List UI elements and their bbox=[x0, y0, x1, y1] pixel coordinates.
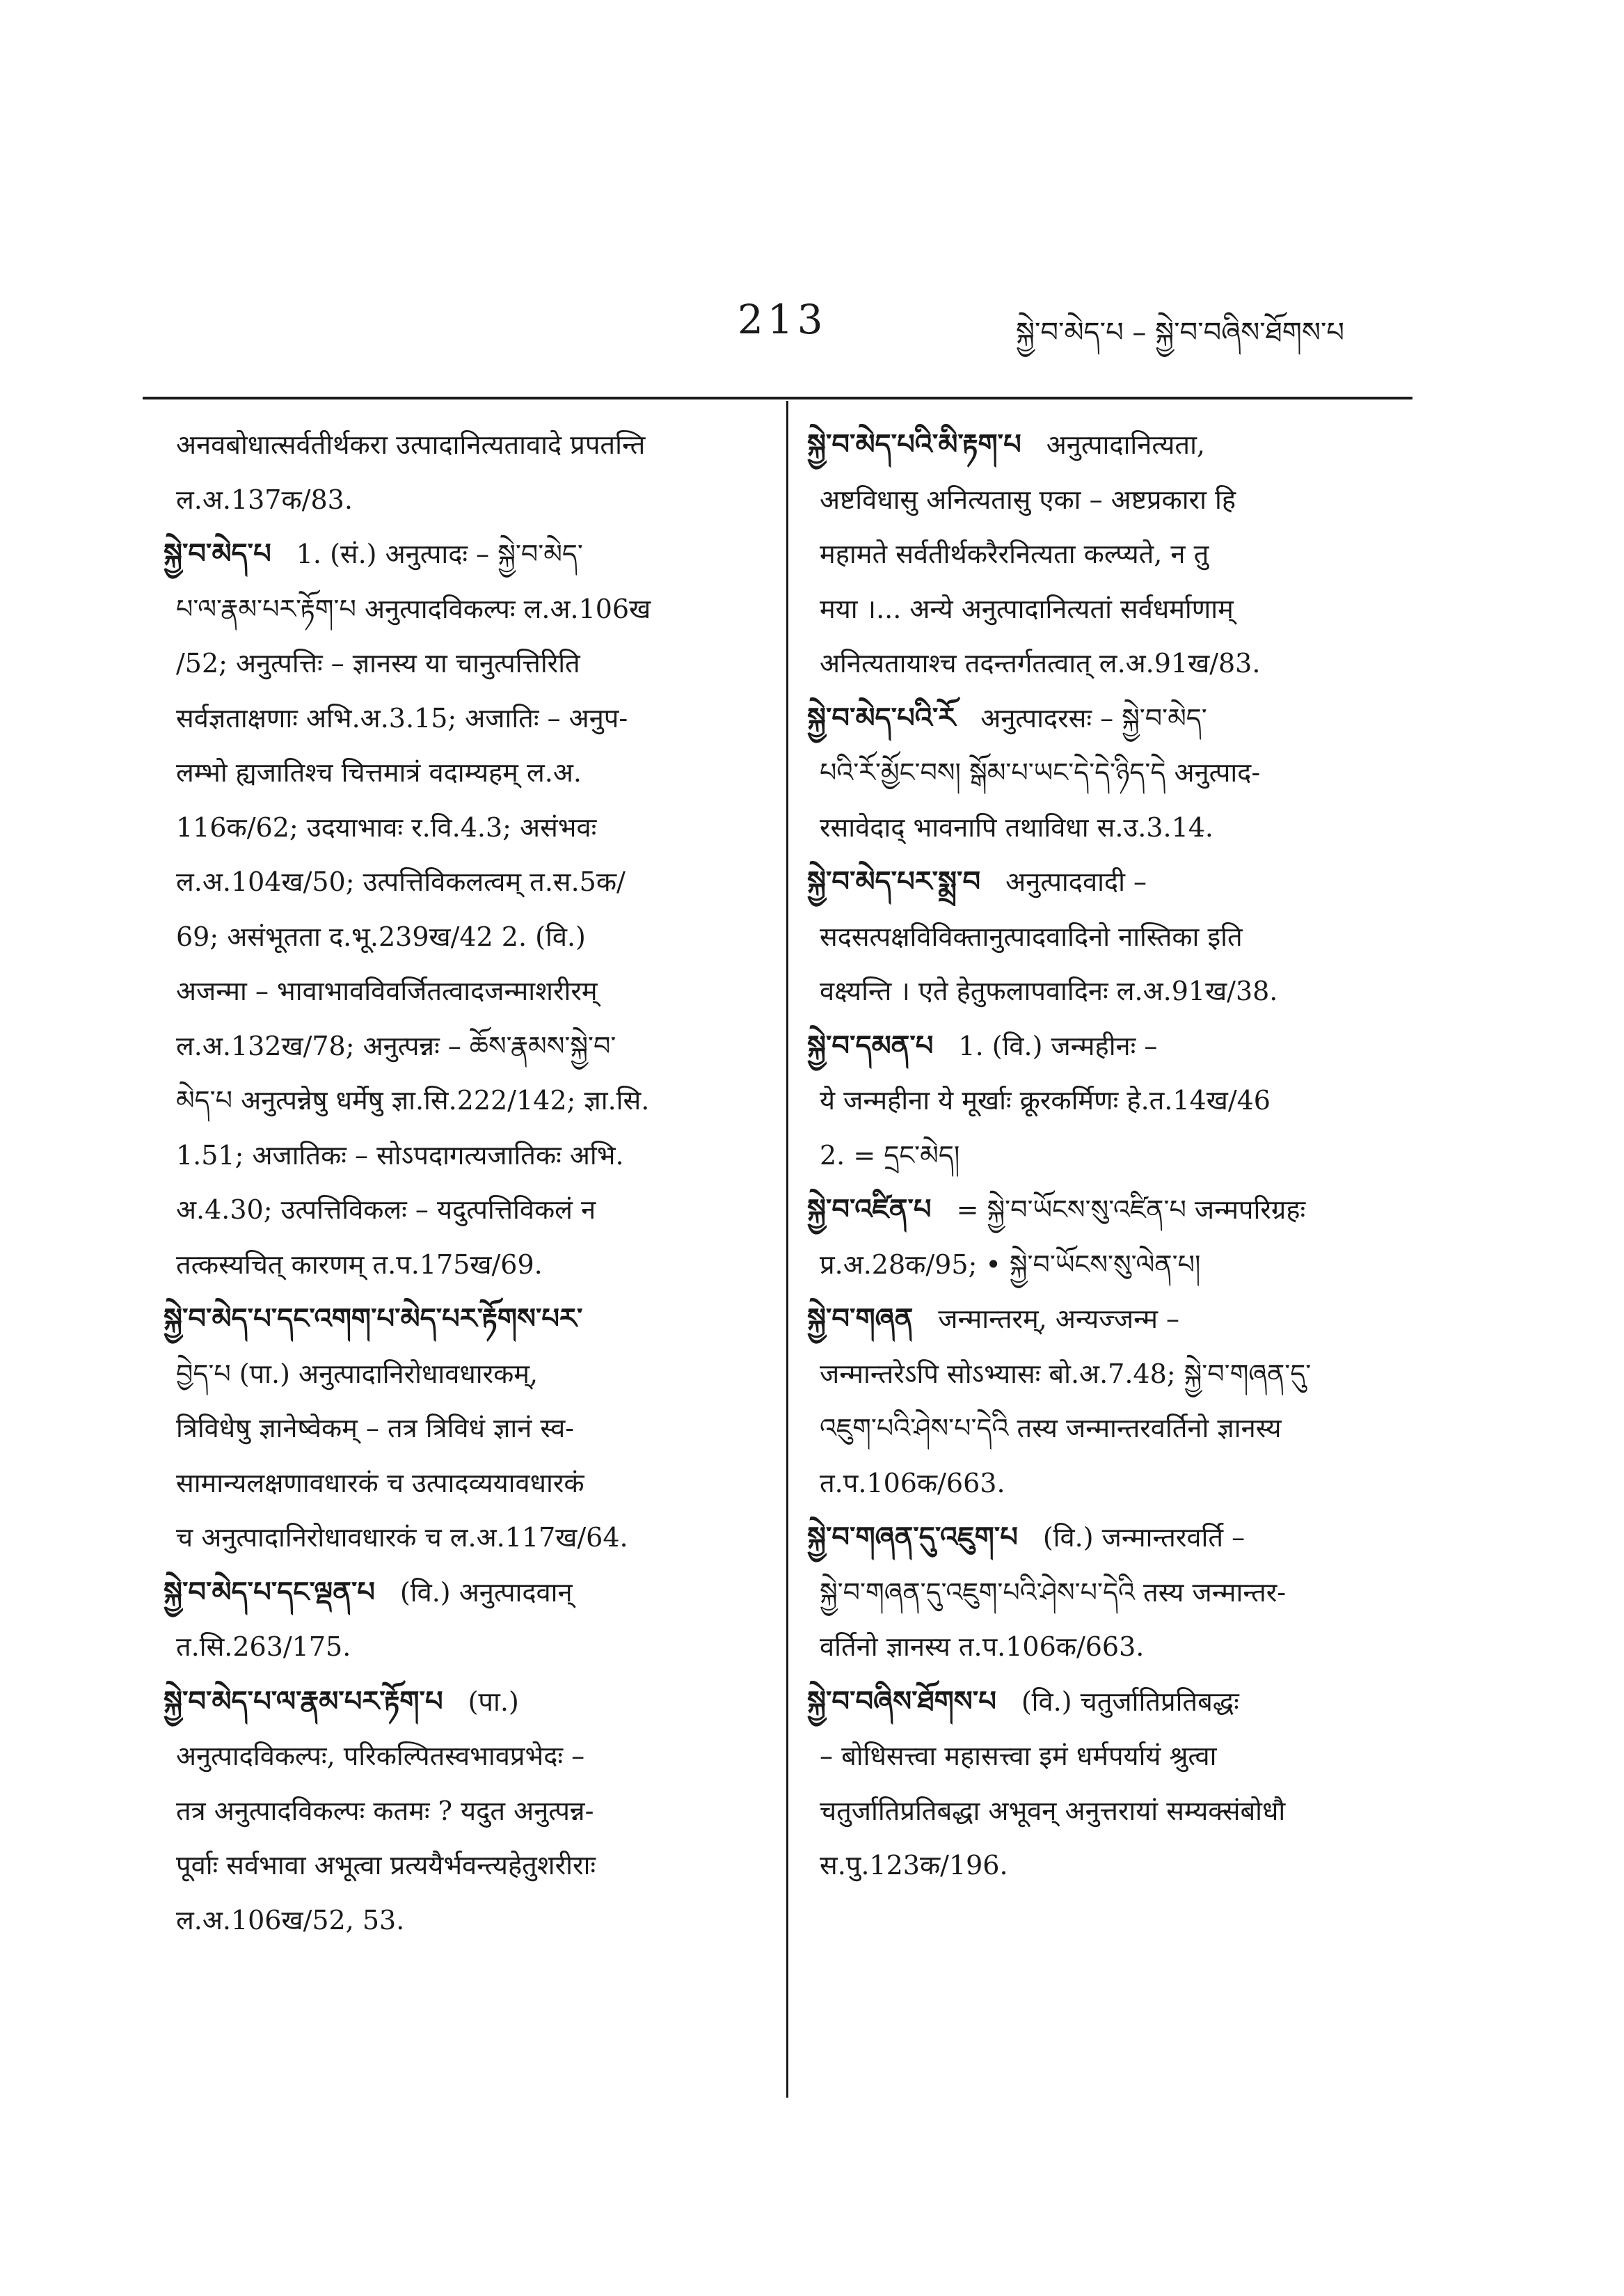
headword: སྐྱེ་བ་འཛིན་པ bbox=[807, 1193, 932, 1226]
entry-text: མེད་པ अनुत्पन्नेषु धर्मेषु ज्ञा.सि.222/142; ज्ञा.सि. bbox=[176, 1085, 650, 1116]
entry-line bbox=[164, 910, 751, 965]
right-column bbox=[807, 418, 1409, 1893]
entry-line bbox=[164, 1073, 751, 1128]
entry-line bbox=[807, 1784, 1409, 1839]
entry-text: वक्ष्यन्ति । एते हेतुफलापवादिनः ल.अ.91ख/38. bbox=[820, 976, 1278, 1006]
headword: སྐྱེ་བ་དམན་པ bbox=[807, 1029, 934, 1062]
entry-text: महामते सर्वतीर्थकरैरनित्यता कल्प्यते, न तु bbox=[820, 539, 1209, 569]
entry-text: प्र.अ.28क/95; • སྐྱེ་བ་ཡོངས་སུ་ལེན་པ། bbox=[820, 1249, 1201, 1280]
entry-text: अनुत्पादवादी – bbox=[1005, 866, 1147, 897]
headword: སྐྱེ་བ་གཞན bbox=[807, 1302, 914, 1335]
entry-text: 1. (वि.) जन्महीनः – bbox=[958, 1030, 1158, 1061]
entry-line bbox=[164, 1675, 751, 1729]
entry-line bbox=[164, 964, 751, 1019]
entry-line bbox=[807, 964, 1409, 1019]
left-column bbox=[164, 418, 751, 1947]
entry-line bbox=[164, 527, 751, 582]
entry-line bbox=[164, 1784, 751, 1839]
entry-line bbox=[807, 636, 1409, 691]
entry-text: ल.अ.132ख/78; अनुत्पन्नः – ཆོས་རྣམས་སྐྱེ་བ་ bbox=[176, 1030, 616, 1061]
entry-line bbox=[807, 1292, 1409, 1347]
entry-line bbox=[164, 1729, 751, 1784]
headword: སྐྱེ་བ་མེད་པའི་མི་རྟག་པ bbox=[807, 428, 1021, 461]
dictionary-entry bbox=[807, 418, 1409, 691]
dictionary-entry bbox=[807, 1292, 1409, 1510]
headword: སྐྱེ་བ་མེད་པ་དང་འགག་པ་མེད་པར་རྟོགས་པར་ bbox=[164, 1302, 583, 1335]
headword: སྐྱེ་བ་མེད་པ་དང་ལྡན་པ bbox=[164, 1575, 375, 1608]
entry-line bbox=[807, 1237, 1409, 1292]
entry-text: अनुत्पादरसः – སྐྱེ་བ་མེད་ bbox=[980, 702, 1207, 734]
entry-text: चतुर्जातिप्रतिबद्धा अभूवन् अनुत्तरायां सम्यक्संबोधौ bbox=[820, 1795, 1286, 1826]
entry-line bbox=[807, 910, 1409, 965]
entry-text: वर्तिनो ज्ञानस्य त.प.106क/663. bbox=[820, 1631, 1145, 1662]
entry-line bbox=[164, 1620, 751, 1675]
entry-line bbox=[807, 1838, 1409, 1893]
entry-text: ये जन्महीना ये मूर्खाः क्रूरकर्मिणः हे.त.14ख/46 bbox=[820, 1085, 1271, 1116]
dictionary-entry bbox=[807, 1019, 1409, 1183]
entry-line bbox=[807, 1510, 1409, 1565]
dictionary-entry bbox=[807, 855, 1409, 1019]
headword: སྐྱེ་བ་བཞིས་ཐོགས་པ bbox=[807, 1684, 996, 1718]
entry-line bbox=[807, 582, 1409, 637]
dictionary-entry bbox=[807, 1675, 1409, 1893]
entry-text: मया ।... अन्ये अनुत्पादानित्यतां सर्वधर्माणाम् bbox=[820, 593, 1234, 624]
entry-text: ल.अ.106ख/52, 53. bbox=[176, 1904, 405, 1935]
entry-line bbox=[164, 1838, 751, 1893]
dictionary-entry bbox=[164, 418, 751, 527]
entry-line bbox=[164, 1456, 751, 1511]
entry-line bbox=[807, 1401, 1409, 1456]
dictionary-entry bbox=[807, 1182, 1409, 1292]
headword: སྐྱེ་བ་མེད་པ་ལ་རྣམ་པར་རྟོག་པ bbox=[164, 1684, 443, 1718]
entry-text: (वि.) चतुर्जातिप्रतिबद्धः bbox=[1021, 1686, 1239, 1717]
entry-line bbox=[164, 418, 751, 473]
running-head: སྐྱེ་བ་མེད་པ – སྐྱེ་བ་བཞིས་ཐོགས་པ bbox=[1016, 317, 1344, 349]
entry-text: (पा.) bbox=[468, 1686, 519, 1717]
entry-line bbox=[807, 800, 1409, 855]
entry-line bbox=[807, 1019, 1409, 1074]
entry-line bbox=[807, 1456, 1409, 1511]
entry-line bbox=[807, 527, 1409, 582]
dictionary-entry bbox=[164, 1565, 751, 1675]
entry-text: तत्कस्यचित् कारणम् त.प.175ख/69. bbox=[176, 1249, 543, 1280]
entry-text: /52; अनुत्पत्तिः – ज्ञानस्य या चानुत्पत्तिरिति bbox=[176, 648, 580, 679]
headword: སྐྱེ་བ་མེད་པའི་རོ bbox=[807, 701, 956, 734]
entry-text: रसावेदाद् भावनापि तथाविधा स.उ.3.14. bbox=[820, 811, 1214, 843]
entry-line bbox=[807, 1182, 1409, 1237]
entry-text: – बोधिसत्त्वा महासत्त्वा इमं धर्मपर्यायं श्रुत्वा bbox=[820, 1741, 1217, 1771]
dictionary-entry bbox=[164, 1675, 751, 1948]
entry-line bbox=[807, 418, 1409, 473]
entry-line bbox=[164, 582, 751, 637]
entry-text: (वि.) अनुत्पादवान् bbox=[399, 1576, 573, 1608]
entry-line bbox=[807, 1620, 1409, 1675]
entry-line bbox=[807, 1128, 1409, 1183]
page-number: 213 bbox=[738, 296, 827, 343]
entry-text: ल.अ.137क/83. bbox=[176, 484, 353, 515]
entry-text: བྱེད་པ (पा.) अनुत्पादानिरोधावधारकम्, bbox=[176, 1358, 539, 1389]
entry-text: 1. (सं.) अनुत्पादः – སྐྱེ་བ་མེད་ bbox=[296, 539, 583, 569]
dictionary-entry bbox=[164, 527, 751, 1292]
entry-text: 1.51; अजातिकः – सोऽपदागत्यजातिकः अभि. bbox=[176, 1139, 624, 1171]
entry-line bbox=[807, 691, 1409, 746]
headword: སྐྱེ་བ་མེད་པར་སྨྲ་བ bbox=[807, 865, 981, 898]
entry-text: སྐྱེ་བ་གཞན་དུ་འཇུག་པའི་ཤེས་པ་དེའི तस्य जन्मान्तर- bbox=[820, 1576, 1287, 1608]
entry-line bbox=[807, 745, 1409, 800]
entry-line bbox=[164, 1510, 751, 1565]
entry-line bbox=[164, 1019, 751, 1074]
entry-text: 2. = དྲང་མེད། bbox=[820, 1139, 960, 1171]
entry-text: सर्वज्ञताक्षणाः अभि.अ.3.15; अजातिः – अनुप- bbox=[176, 702, 628, 734]
entry-line bbox=[807, 855, 1409, 910]
headword: སྐྱེ་བ་གཞན་དུ་འཇུག་པ bbox=[807, 1521, 1018, 1553]
entry-text: च अनुत्पादानिरोधावधारकं च ल.अ.117ख/64. bbox=[176, 1522, 628, 1553]
entry-line bbox=[164, 1182, 751, 1237]
dictionary-entry bbox=[807, 691, 1409, 855]
entry-line bbox=[164, 636, 751, 691]
entry-line bbox=[164, 1401, 751, 1456]
entry-line bbox=[807, 473, 1409, 528]
entry-text: अनुत्पादानित्यता, bbox=[1046, 429, 1205, 460]
entry-text: तत्र अनुत्पादविकल्पः कतमः ? यदुत अनुत्पन्न- bbox=[176, 1795, 594, 1826]
entry-text: स.पु.123क/196. bbox=[820, 1850, 1008, 1881]
entry-text: ल.अ.104ख/50; उत्पत्तिविकलत्वम् त.स.5क/ bbox=[176, 866, 626, 897]
entry-text: पूर्वाः सर्वभावा अभूत्वा प्रत्ययैर्भवन्त्यहेतुशरीराः bbox=[176, 1850, 596, 1881]
entry-text: सामान्यलक्षणावधारकं च उत्पादव्ययावधारकं bbox=[176, 1467, 584, 1498]
entry-line bbox=[164, 1893, 751, 1948]
header-rule bbox=[143, 397, 1412, 399]
entry-line bbox=[164, 1292, 751, 1347]
entry-text: जन्मान्तरम्, अन्यज्जन्म – bbox=[938, 1304, 1180, 1334]
entry-text: པ་ལ་རྣམ་པར་རྟོག་པ अनुत्पादविकल्पः ल.अ.106ख bbox=[176, 593, 651, 624]
entry-line bbox=[807, 1565, 1409, 1620]
entry-text: त.सि.263/175. bbox=[176, 1631, 351, 1662]
entry-text: 69; असंभूतता द.भू.239ख/42 2. (वि.) bbox=[176, 921, 586, 952]
entry-line bbox=[807, 1729, 1409, 1784]
entry-text: (वि.) जन्मान्तरवर्ति – bbox=[1042, 1522, 1245, 1553]
entry-line bbox=[164, 1128, 751, 1183]
entry-line bbox=[807, 1347, 1409, 1402]
entry-line bbox=[164, 1237, 751, 1292]
entry-text: अ.4.30; उत्पत्तिविकलः – यदुत्पत्तिविकलं न bbox=[176, 1194, 596, 1225]
entry-line bbox=[164, 473, 751, 528]
entry-text: པའི་རོ་མྱོང་བས། སྒོམ་པ་ཡང་དེ་དེ་ཉིད་དེ अनुत्पाद- bbox=[820, 757, 1261, 788]
entry-text: त.प.106क/663. bbox=[820, 1467, 1005, 1498]
headword: སྐྱེ་བ་མེད་པ bbox=[164, 537, 271, 570]
entry-text: = སྐྱེ་བ་ཡོངས་སུ་འཛིན་པ जन्मपरिग्रहः bbox=[956, 1194, 1306, 1225]
entry-line bbox=[164, 800, 751, 855]
entry-text: अजन्मा – भावाभावविवर्जितत्वादजन्माशरीरम् bbox=[176, 976, 598, 1006]
entry-line bbox=[807, 1675, 1409, 1729]
entry-text: सदसत्पक्षविविक्तानुत्पादवादिनो नास्तिका इति bbox=[820, 921, 1243, 952]
entry-text: अनित्यतायाश्च तदन्तर्गतत्वात् ल.अ.91ख/83. bbox=[820, 648, 1261, 679]
entry-line bbox=[807, 1073, 1409, 1128]
column-divider bbox=[786, 401, 788, 2098]
entry-line bbox=[164, 1565, 751, 1620]
dictionary-entry bbox=[164, 1292, 751, 1565]
entry-text: འཇུག་པའི་ཤེས་པ་དེའི तस्य जन्मान्तरवर्तिनो ज्ञानस्य bbox=[820, 1413, 1282, 1443]
entry-text: अनुत्पादविकल्पः, परिकल्पितस्वभावप्रभेदः – bbox=[176, 1741, 585, 1771]
entry-text: त्रिविधेषु ज्ञानेष्वेकम् – तत्र त्रिविधं ज्ञानं स्व- bbox=[176, 1413, 575, 1443]
entry-text: 116क/62; उदयाभावः र.वि.4.3; असंभवः bbox=[176, 811, 597, 843]
entry-line bbox=[164, 691, 751, 746]
entry-text: अनवबोधात्सर्वतीर्थकरा उत्पादानित्यतावादे प्रपतन्ति bbox=[176, 429, 646, 460]
dictionary-entry bbox=[807, 1510, 1409, 1675]
entry-text: लम्भो ह्यजातिश्च चित्तमात्रं वदाम्यहम् ल.अ. bbox=[176, 757, 582, 788]
entry-text: जन्मान्तरेऽपि सोऽभ्यासः बो.अ.7.48; སྐྱེ་བ་གཞན་དུ་ bbox=[820, 1358, 1312, 1389]
entry-line bbox=[164, 1347, 751, 1402]
entry-line bbox=[164, 855, 751, 910]
entry-line bbox=[164, 745, 751, 800]
entry-text: अष्टविधासु अनित्यतासु एका – अष्टप्रकारा हि bbox=[820, 484, 1236, 515]
